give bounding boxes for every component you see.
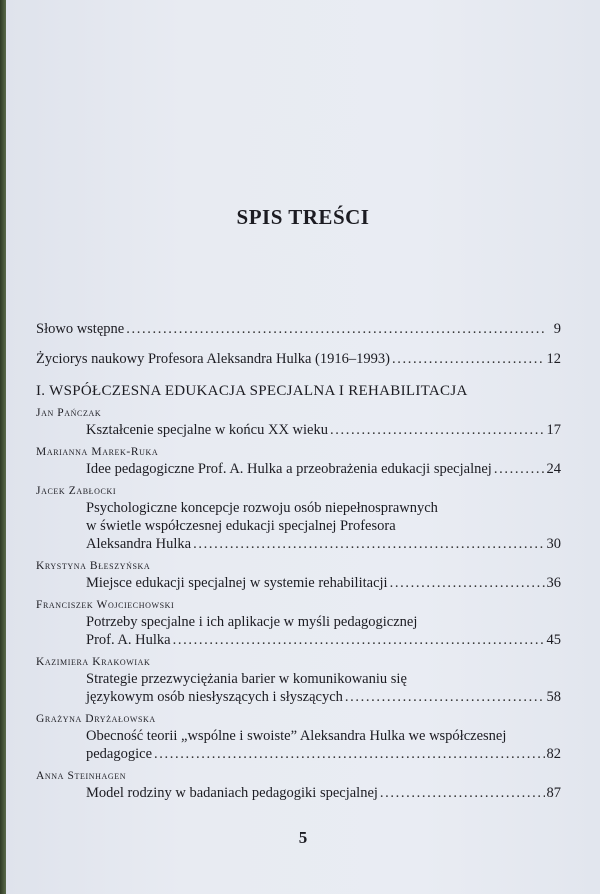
page-number: 5 [298,828,308,847]
toc-entry-title-line: Psychologiczne koncepcje rozwoju osób niepełnosprawnych [86,500,438,516]
toc-entry-title: Życiorys naukowy Profesora Aleksandra Hulka (1916–1993) [36,351,390,367]
table-of-contents [36,320,561,802]
leader-dots [173,631,545,649]
toc-entry [36,784,561,802]
toc-page-number: 36 [546,575,561,591]
toc-entry [36,535,561,553]
toc-page-number: 12 [546,351,561,367]
leader-dots [494,460,545,478]
toc-entry-title: językowym osób niesłyszących i słyszących [86,689,343,705]
toc-entry-title: pedagogice [86,746,153,762]
toc-entry-title: Model rodziny w badaniach pedagogiki specjalnej [86,785,378,801]
section-heading: I. WSPÓŁCZESNA EDUKACJA SPECJALNA I REHABILITACJA [36,383,468,399]
toc-author: Grażyna Dryżałowska [36,713,156,725]
leader-dots [390,574,545,592]
leader-dots [392,350,545,368]
toc-page-number: 82 [546,746,561,762]
toc-page-number: 17 [546,422,561,438]
toc-author: Franciszek Wojciechowski [36,599,175,611]
toc-page-number: 24 [546,461,561,477]
leader-dots [193,535,544,553]
toc-page-number: 9 [553,321,561,337]
toc-entry-title: Słowo wstępne [36,321,125,337]
leader-dots [380,784,545,802]
toc-entry [36,421,561,439]
toc-entry-front-1 [36,320,561,338]
toc-author: Anna Steinhagen [36,770,127,782]
page-title: SPIS TREŚCI [236,205,370,229]
toc-page-number: 87 [546,785,561,801]
toc-entry [36,631,561,649]
toc-entry-title-line: Potrzeby specjalne i ich aplikacje w myśli pedagogicznej [86,614,418,630]
toc-entry [36,688,561,706]
toc-entry-front-2 [36,350,561,368]
leader-dots [330,421,545,439]
toc-entry-title-line: Strategie przezwyciężania barier w komunikowaniu się [86,671,407,687]
toc-entry [36,745,561,763]
toc-entry-title-line: w świetle współczesnej edukacji specjalnej Profesora [86,518,396,534]
toc-author: Kazimiera Krakowiak [36,656,151,668]
toc-author: Jan Pańczak [36,407,102,419]
toc-entry-title: Prof. A. Hulka [86,632,171,648]
leader-dots [126,320,545,338]
toc-page-number: 30 [546,536,561,552]
toc-page-number: 45 [546,632,561,648]
book-page [6,0,600,894]
toc-entry-title: Aleksandra Hulka [86,536,192,552]
leader-dots [154,745,544,763]
toc-entry-title: Miejsce edukacji specjalnej w systemie rehabilitacji [86,575,388,591]
toc-entry [36,460,561,478]
toc-author: Jacek Zabłocki [36,485,117,497]
toc-entry-title-line: Obecność teorii „wspólne i swoiste” Aleksandra Hulka we współczesnej [86,728,507,744]
toc-author: Krystyna Błeszyńska [36,560,151,572]
leader-dots [345,688,545,706]
toc-entry [36,574,561,592]
toc-page-number: 58 [546,689,561,705]
toc-entry-title: Idee pedagogiczne Prof. A. Hulka a przeobrażenia edukacji specjalnej [86,461,492,477]
toc-author: Marianna Marek-Ruka [36,446,159,458]
toc-entry-title: Kształcenie specjalne w końcu XX wieku [86,422,328,438]
